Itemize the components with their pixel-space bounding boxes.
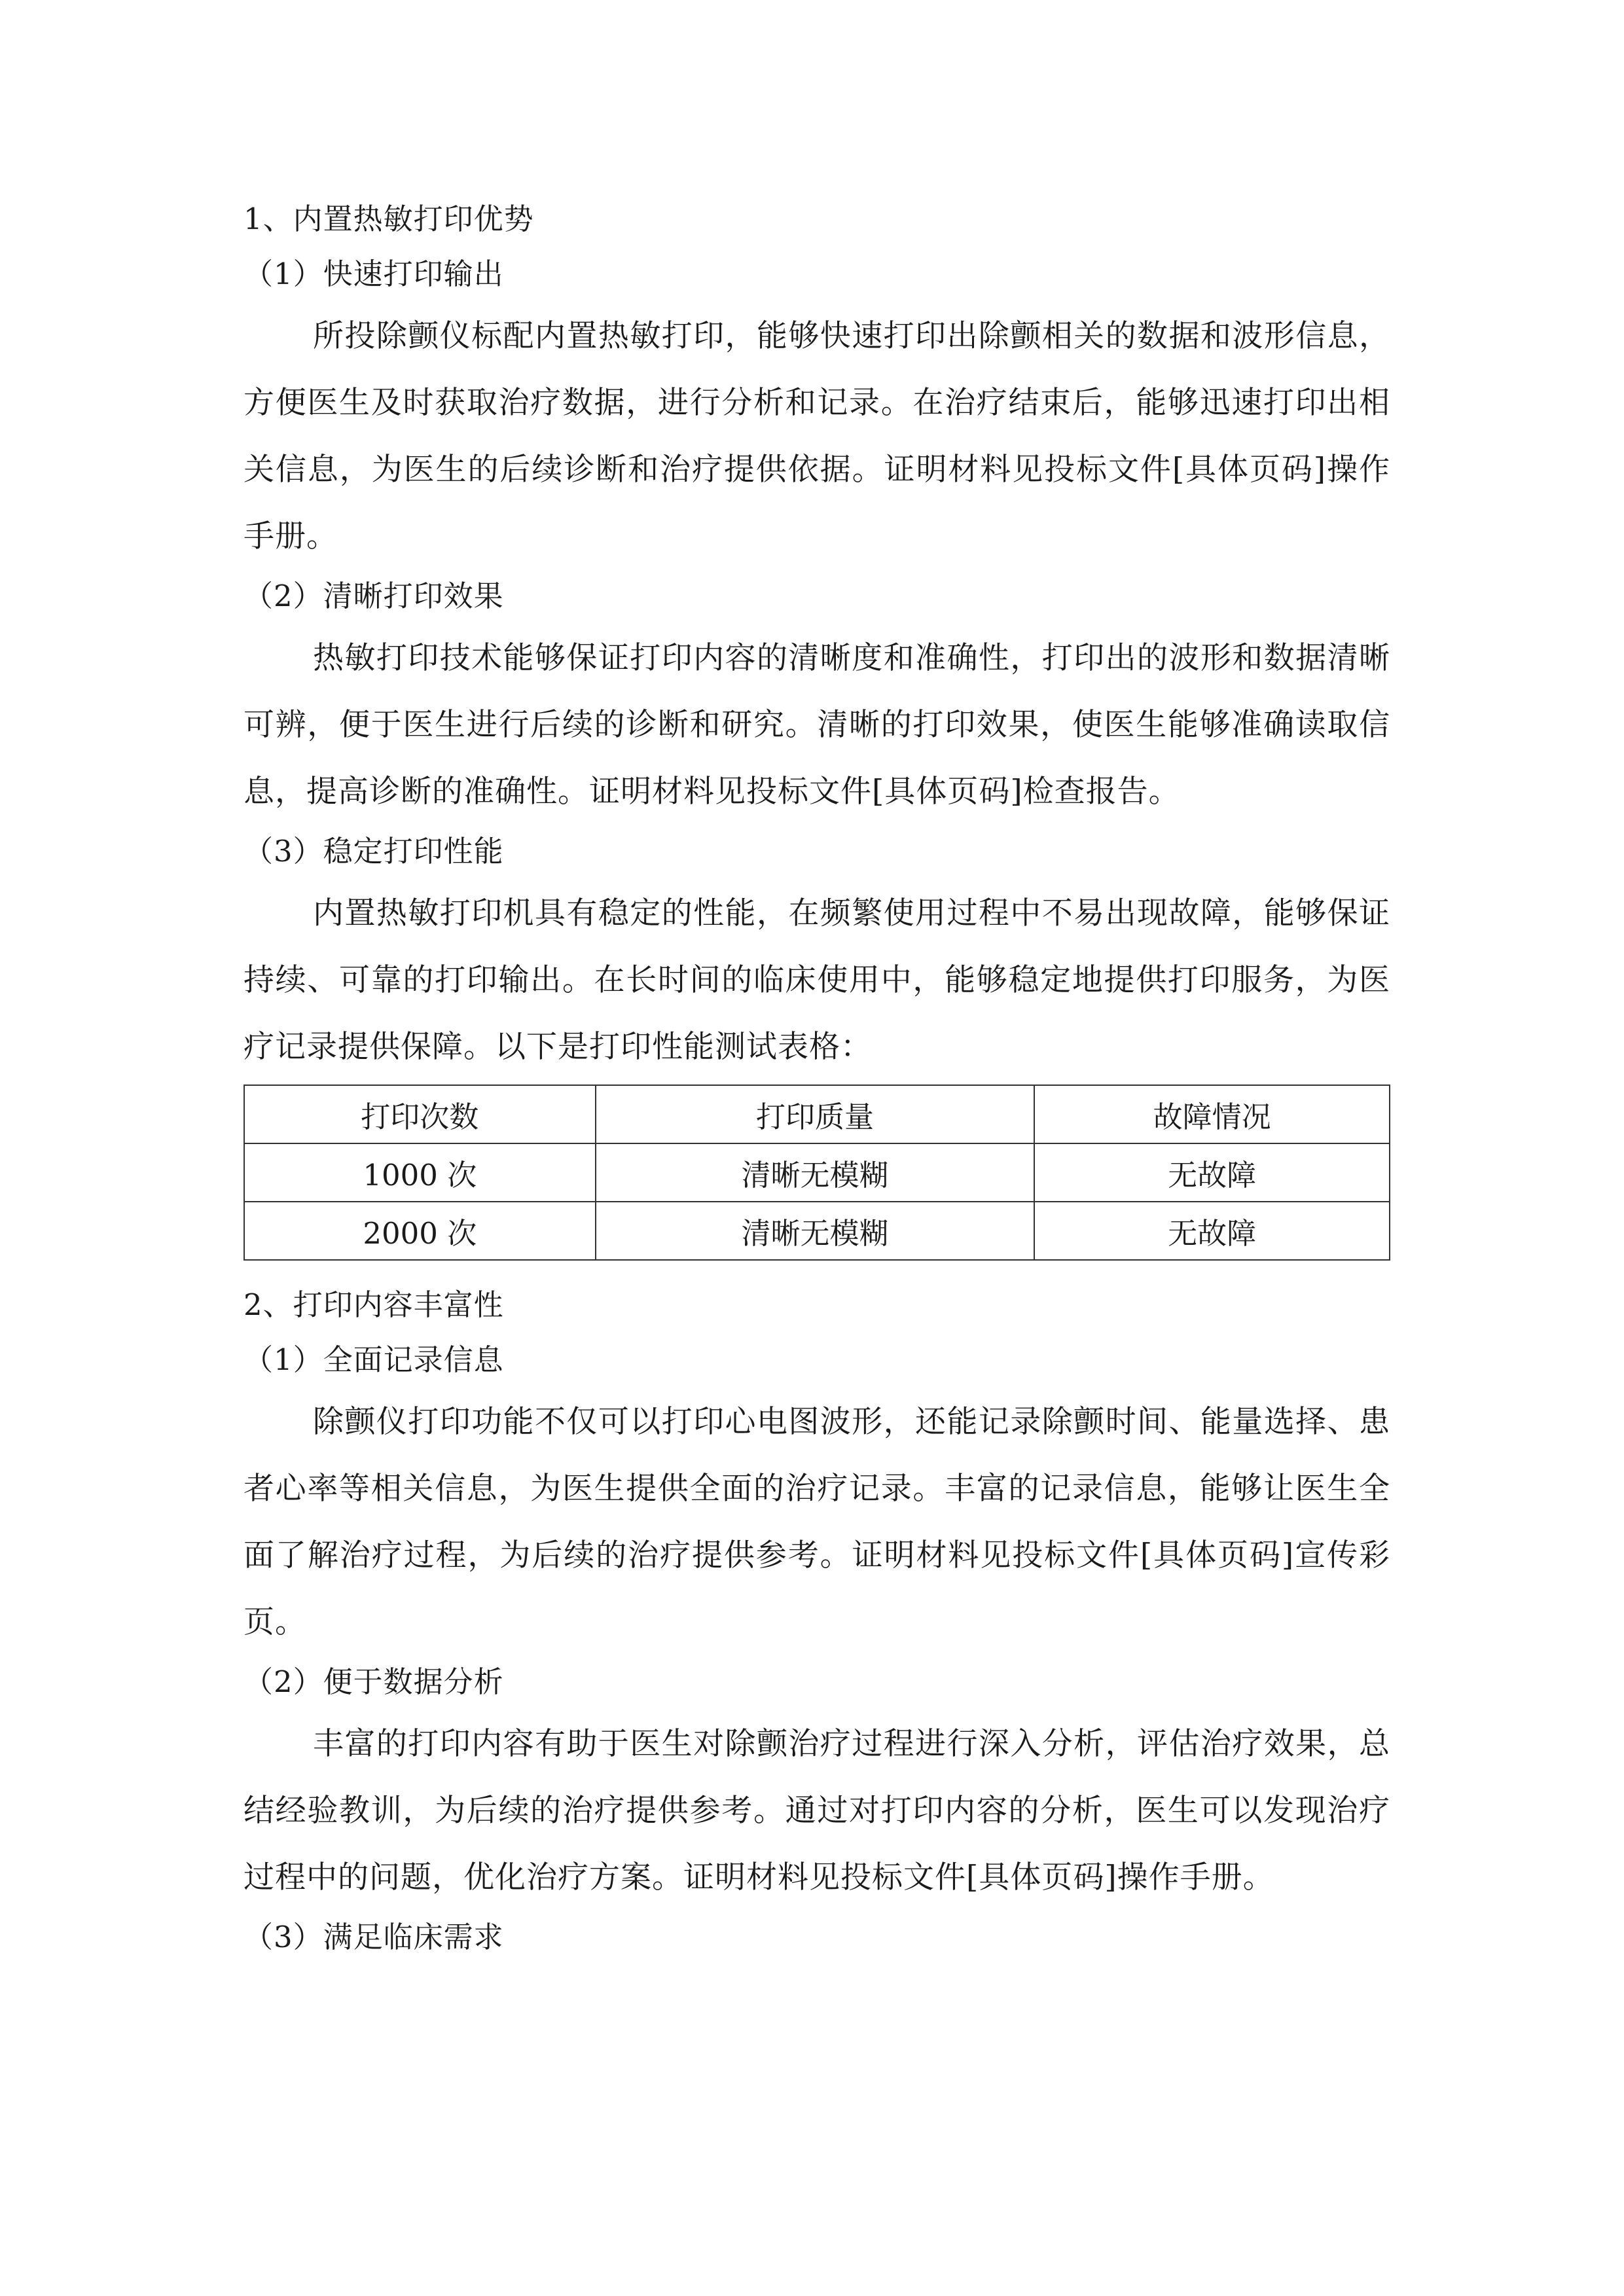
- section-2-2-heading: （2）便于数据分析: [244, 1664, 504, 1699]
- table-header-cell: 打印次数: [244, 1085, 596, 1143]
- section-1-3-paragraph: 内置热敏打印机具有稳定的性能，在频繁使用过程中不易出现故障，能够保证持续、可靠的打印输出。在长时间的临床使用中，能够稳定地提供打印服务，为医疗记录提供保障。以下是打印性能测试表格：: [244, 895, 1390, 1065]
- table-row: [244, 1143, 1390, 1202]
- section-2-2-paragraph: 丰富的打印内容有助于医生对除颤治疗过程进行深入分析，评估治疗效果，总结经验教训，为后续的治疗提供参考。通过对打印内容的分析，医生可以发现治疗过程中的问题，优化治疗方案。证明材料见投标文件[具体页码]操作手册。: [244, 1726, 1390, 1895]
- table-cell: 2000 次: [244, 1202, 596, 1260]
- table-header-cell: 故障情况: [1034, 1085, 1390, 1143]
- table-cell: 1000 次: [244, 1143, 596, 1202]
- table-cell: 无故障: [1034, 1202, 1390, 1260]
- section-2-3-heading: （3）满足临床需求: [244, 1920, 504, 1954]
- section-2-1-paragraph: 除颤仪打印功能不仅可以打印心电图波形，还能记录除颤时间、能量选择、患者心率等相关信息，为医生提供全面的治疗记录。丰富的记录信息，能够让医生全面了解治疗过程，为后续的治疗提供参考。证明材料见投标文件[具体页码]宣传彩页。: [244, 1404, 1390, 1640]
- section-1-2-paragraph: 热敏打印技术能够保证打印内容的清晰度和准确性，打印出的波形和数据清晰可辨，便于医生进行后续的诊断和研究。清晰的打印效果，使医生能够准确读取信息，提高诊断的准确性。证明材料见投标文件[具体页码]检查报告。: [244, 640, 1390, 810]
- table-header-row: [244, 1085, 1390, 1143]
- print-performance-table: [244, 1085, 1390, 1261]
- section-1-1-paragraph: 所投除颤仪标配内置热敏打印，能够快速打印出除颤相关的数据和波形信息，方便医生及时获取治疗数据，进行分析和记录。在治疗结束后，能够迅速打印出相关信息，为医生的后续诊断和治疗提供依据。证明材料见投标文件[具体页码]操作手册。: [244, 318, 1390, 554]
- table-cell: 无故障: [1034, 1143, 1390, 1202]
- section-2-1-heading: （1）全面记录信息: [244, 1342, 504, 1377]
- section-1-3-heading: （3）稳定打印性能: [244, 834, 504, 869]
- section-1-1-heading: （1）快速打印输出: [244, 257, 504, 291]
- section-1-2-heading: （2）清晰打印效果: [244, 579, 504, 613]
- table-cell: 清晰无模糊: [596, 1202, 1035, 1260]
- table-row: [244, 1202, 1390, 1260]
- table-header-cell: 打印质量: [596, 1085, 1035, 1143]
- section-2-heading: 2、打印内容丰富性: [244, 1287, 504, 1322]
- table-cell: 清晰无模糊: [596, 1143, 1035, 1202]
- document-content: [244, 193, 1390, 1966]
- section-1-heading: 1、内置热敏打印优势: [244, 202, 534, 236]
